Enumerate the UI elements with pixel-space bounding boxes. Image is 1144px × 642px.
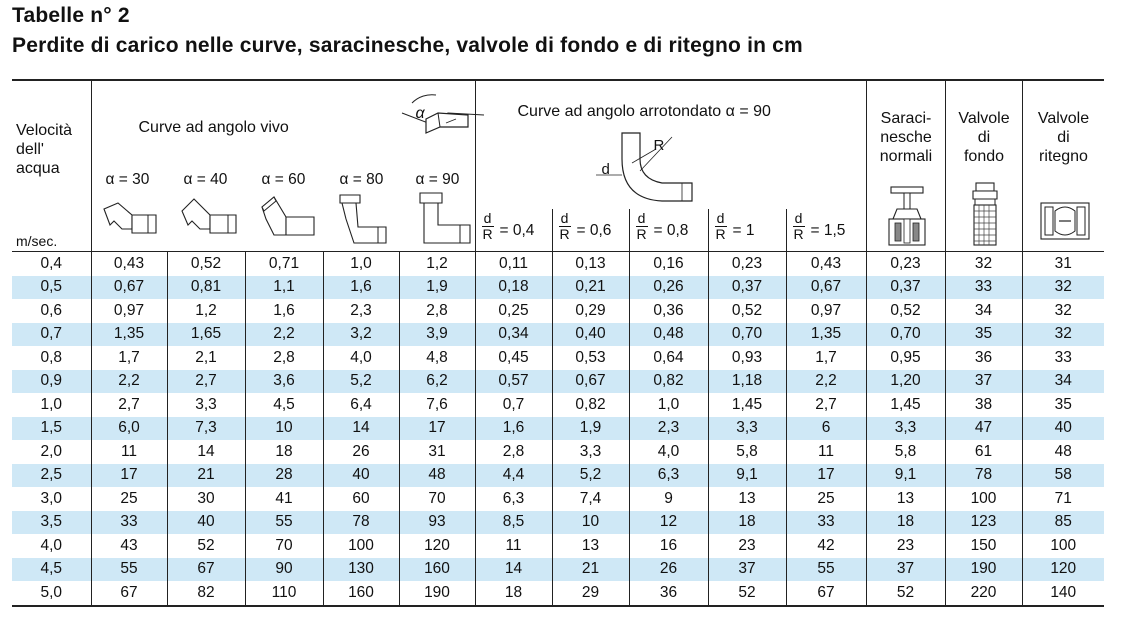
value-cell: 67	[167, 558, 245, 582]
value-cell: 3,3	[708, 417, 786, 441]
value-cell: 0,36	[629, 299, 708, 323]
velocity-cell: 0,9	[12, 370, 91, 394]
value-cell: 85	[1022, 511, 1104, 535]
value-cell: 0,25	[475, 299, 552, 323]
value-cell: 23	[708, 534, 786, 558]
bend-80-icon	[336, 189, 400, 245]
value-cell: 0,67	[786, 276, 866, 300]
check-valve-icon	[1039, 199, 1091, 243]
value-cell: 3,9	[399, 323, 475, 347]
velocity-cell: 5,0	[12, 581, 91, 606]
value-cell: 0,40	[552, 323, 629, 347]
value-cell: 37	[945, 370, 1022, 394]
table-row	[12, 346, 1104, 370]
rounded-curves-header: Curve ad angolo arrotondato α = 90 d R $\frac{d}{R}$ = 0,4 $\frac{d}{R}$ = 0,6 $\frac{d}{R}$ = 0,8 $\frac{d}{R}$ = 1 $\frac{d}{R}$ = 1,5	[475, 80, 866, 252]
velocity-header: Velocità dell' acqua m/sec.	[12, 80, 91, 252]
bend-90-icon	[412, 189, 476, 245]
value-cell: 140	[1022, 581, 1104, 606]
value-cell: 6,2	[399, 370, 475, 394]
value-cell: 0,93	[708, 346, 786, 370]
value-cell: 7,4	[552, 487, 629, 511]
value-cell: 0,7	[475, 393, 552, 417]
value-cell: 4,8	[399, 346, 475, 370]
value-cell: 1,6	[323, 276, 399, 300]
value-cell: 42	[786, 534, 866, 558]
table-row	[12, 393, 1104, 417]
value-cell: 7,3	[167, 417, 245, 441]
table-row	[12, 323, 1104, 347]
value-cell: 21	[552, 558, 629, 582]
velocity-cell: 4,0	[12, 534, 91, 558]
value-cell: 0,48	[629, 323, 708, 347]
value-cell: 1,6	[475, 417, 552, 441]
valvole-ritegno-header: Valvole di ritegno	[1022, 80, 1104, 252]
value-cell: 1,45	[708, 393, 786, 417]
value-cell: 2,8	[245, 346, 323, 370]
table-row	[12, 370, 1104, 394]
value-cell: 26	[323, 440, 399, 464]
value-cell: 3,3	[552, 440, 629, 464]
value-cell: 0,18	[475, 276, 552, 300]
value-cell: 0,43	[786, 252, 866, 276]
table-subtitle: Perdite di carico nelle curve, saracinesche, valvole di fondo e di ritegno in cm	[12, 34, 803, 57]
value-cell: 0,52	[866, 299, 945, 323]
value-cell: 0,37	[708, 276, 786, 300]
value-cell: 2,7	[786, 393, 866, 417]
value-cell: 1,9	[399, 276, 475, 300]
value-cell: 0,53	[552, 346, 629, 370]
value-cell: 11	[786, 440, 866, 464]
value-cell: 13	[708, 487, 786, 511]
value-cell: 33	[945, 276, 1022, 300]
sharp-bend-diagram-icon	[398, 93, 488, 143]
value-cell: 35	[1054, 395, 1072, 413]
value-cell: 190	[945, 558, 1022, 582]
value-cell: 4,4	[475, 464, 552, 488]
value-cell: 60	[323, 487, 399, 511]
value-cell: 0,21	[552, 276, 629, 300]
velocity-cell: 0,8	[12, 346, 91, 370]
value-cell: 1,0	[323, 252, 399, 276]
table-row	[12, 558, 1104, 582]
value-cell: 67	[786, 581, 866, 606]
value-cell: 1,1	[245, 276, 323, 300]
value-cell: 14	[475, 558, 552, 582]
value-cell: 1,2	[167, 299, 245, 323]
value-cell: 67	[91, 581, 167, 606]
value-cell: 5,8	[708, 440, 786, 464]
bend-30-icon	[100, 199, 164, 243]
value-cell: 0,67	[552, 370, 629, 394]
value-cell: 52	[866, 581, 945, 606]
value-cell: 0,52	[167, 252, 245, 276]
value-cell: 190	[399, 581, 475, 606]
velocity-unit: m/sec.	[16, 233, 58, 249]
value-cell: 33	[786, 511, 866, 535]
value-cell: 52	[167, 534, 245, 558]
alpha-label: α	[415, 105, 425, 122]
value-cell: 0,34	[475, 323, 552, 347]
valvole-fondo-header: Valvole di fondo	[945, 80, 1022, 252]
value-cell: 0,82	[552, 393, 629, 417]
value-cell: 13	[552, 534, 629, 558]
value-cell: 31	[399, 440, 475, 464]
value-cell: 1,65	[167, 323, 245, 347]
value-cell: 48	[399, 464, 475, 488]
value-cell: 55	[786, 558, 866, 582]
sharp-curves-label: Curve ad angolo vivo	[138, 119, 289, 136]
table-row	[12, 464, 1104, 488]
value-cell: 5,8	[866, 440, 945, 464]
value-cell: 0,64	[629, 346, 708, 370]
value-cell: 2,7	[167, 370, 245, 394]
value-cell: 150	[945, 534, 1022, 558]
value-cell: 17	[786, 464, 866, 488]
value-cell: 37	[708, 558, 786, 582]
value-cell: 21	[167, 464, 245, 488]
value-cell: 13	[866, 487, 945, 511]
value-cell: 35	[945, 323, 1022, 347]
value-cell: 130	[323, 558, 399, 582]
table-row	[12, 511, 1104, 535]
value-cell: 5,2	[323, 370, 399, 394]
value-cell: 0,11	[475, 252, 552, 276]
value-cell: 48	[1054, 442, 1072, 460]
value-cell: 52	[708, 581, 786, 606]
rounded-curves-label: Curve ad angolo arrotondato α = 90	[517, 103, 771, 120]
value-cell: 4,5	[245, 393, 323, 417]
value-cell: 9,1	[708, 464, 786, 488]
value-cell: 160	[323, 581, 399, 606]
value-cell: 100	[945, 487, 1022, 511]
value-cell: 78	[323, 511, 399, 535]
value-cell: 2,2	[245, 323, 323, 347]
value-cell: 9	[629, 487, 708, 511]
value-cell: 11	[475, 534, 552, 558]
value-cell: 1,6	[245, 299, 323, 323]
value-cell: 0,13	[552, 252, 629, 276]
table-row	[12, 417, 1104, 441]
value-cell: 18	[245, 440, 323, 464]
value-cell: 100	[323, 534, 399, 558]
foot-valve-icon	[969, 181, 1001, 247]
value-cell: 1,35	[786, 323, 866, 347]
value-cell: 1,7	[91, 346, 167, 370]
pressure-loss-table	[12, 79, 1104, 607]
saracinesche-header: Saraci- nesche normali	[866, 80, 945, 252]
value-cell: 58	[1022, 464, 1104, 488]
value-cell: 0,29	[552, 299, 629, 323]
velocity-cell: 4,5	[12, 558, 91, 582]
value-cell: 5,2	[552, 464, 629, 488]
value-cell: 18	[475, 581, 552, 606]
value-cell: 37	[866, 558, 945, 582]
velocity-cell: 1,5	[12, 417, 91, 441]
value-cell: 2,2	[786, 370, 866, 394]
value-cell: 0,70	[708, 323, 786, 347]
value-cell: 123	[945, 511, 1022, 535]
value-cell: 82	[167, 581, 245, 606]
value-cell: 28	[245, 464, 323, 488]
value-cell: 26	[629, 558, 708, 582]
value-cell: 0,97	[786, 299, 866, 323]
sharp-curves-header: Curve ad angolo vivo α α = 30 α = 40 α = 60 α = 80 α = 90	[91, 80, 475, 252]
value-cell: 34	[1022, 370, 1104, 394]
value-cell: 23	[866, 534, 945, 558]
value-cell: 1,7	[786, 346, 866, 370]
value-cell: 11	[91, 440, 167, 464]
value-cell: 55	[91, 558, 167, 582]
value-cell: 0,37	[866, 276, 945, 300]
value-cell: 30	[167, 487, 245, 511]
value-cell: 0,57	[475, 370, 552, 394]
value-cell: 0,43	[91, 252, 167, 276]
value-cell: 6,0	[91, 417, 167, 441]
value-cell: 6,3	[629, 464, 708, 488]
table-row	[12, 440, 1104, 464]
value-cell: 32	[945, 252, 1022, 276]
value-cell: 0,26	[629, 276, 708, 300]
value-cell: 2,3	[629, 417, 708, 441]
value-cell: 10	[552, 511, 629, 535]
value-cell: 93	[399, 511, 475, 535]
value-cell: 71	[1054, 489, 1072, 507]
value-cell: 25	[91, 487, 167, 511]
value-cell: 2,8	[399, 299, 475, 323]
value-cell: 0,23	[866, 252, 945, 276]
value-cell: 0,95	[866, 346, 945, 370]
value-cell: 2,1	[167, 346, 245, 370]
table-row	[12, 276, 1104, 300]
value-cell: 0,70	[866, 323, 945, 347]
velocity-cell: 0,7	[12, 323, 91, 347]
value-cell: 43	[91, 534, 167, 558]
value-cell: 61	[945, 440, 1022, 464]
value-cell: 32	[1054, 301, 1072, 319]
table-row	[12, 299, 1104, 323]
value-cell: 12	[629, 511, 708, 535]
value-cell: 36	[629, 581, 708, 606]
value-cell: 0,45	[475, 346, 552, 370]
value-cell: 33	[91, 511, 167, 535]
value-cell: 55	[245, 511, 323, 535]
value-cell: 110	[245, 581, 323, 606]
value-cell: 78	[945, 464, 1022, 488]
value-cell: 1,0	[629, 393, 708, 417]
value-cell: 17	[91, 464, 167, 488]
gate-valve-icon	[885, 185, 929, 247]
value-cell: 2,3	[323, 299, 399, 323]
value-cell: 0,16	[629, 252, 708, 276]
value-cell: 8,5	[475, 511, 552, 535]
velocity-cell: 3,5	[12, 511, 91, 535]
value-cell: 41	[245, 487, 323, 511]
value-cell: 14	[323, 417, 399, 441]
value-cell: 4,0	[629, 440, 708, 464]
value-cell: 6	[786, 417, 866, 441]
velocity-cell: 0,4	[12, 252, 91, 276]
value-cell: 1,2	[399, 252, 475, 276]
value-cell: 18	[866, 511, 945, 535]
value-cell: 2,8	[475, 440, 552, 464]
value-cell: 70	[399, 487, 475, 511]
value-cell: 2,2	[91, 370, 167, 394]
velocity-cell: 3,0	[12, 487, 91, 511]
value-cell: 40	[167, 511, 245, 535]
value-cell: 160	[399, 558, 475, 582]
value-cell: 3,2	[323, 323, 399, 347]
table-row	[12, 534, 1104, 558]
table-row	[12, 581, 1104, 606]
table-row	[12, 487, 1104, 511]
value-cell: 1,35	[91, 323, 167, 347]
value-cell: 0,97	[91, 299, 167, 323]
velocity-cell: 2,5	[12, 464, 91, 488]
value-cell: 120	[399, 534, 475, 558]
velocity-cell: 2,0	[12, 440, 91, 464]
value-cell: 36	[945, 346, 1022, 370]
value-cell: 29	[552, 581, 629, 606]
value-cell: 6,4	[323, 393, 399, 417]
value-cell: 3,3	[866, 417, 945, 441]
velocity-cell: 0,6	[12, 299, 91, 323]
value-cell: 0,71	[245, 252, 323, 276]
value-cell: 18	[708, 511, 786, 535]
value-cell: 47	[945, 417, 1022, 441]
value-cell: 3,3	[167, 393, 245, 417]
value-cell: 7,6	[399, 393, 475, 417]
value-cell: 70	[245, 534, 323, 558]
value-cell: 32	[1022, 323, 1104, 347]
velocity-cell: 0,5	[12, 276, 91, 300]
value-cell: 34	[945, 299, 1022, 323]
table-title: Tabelle n° 2	[12, 4, 130, 27]
value-cell: 40	[1022, 417, 1104, 441]
value-cell: 3,6	[245, 370, 323, 394]
bend-60-icon	[256, 191, 320, 243]
value-cell: 0,81	[167, 276, 245, 300]
bend-40-icon	[178, 197, 242, 243]
value-cell: 220	[945, 581, 1022, 606]
velocity-cell: 1,0	[12, 393, 91, 417]
value-cell: 0,67	[91, 276, 167, 300]
value-cell: 100	[1050, 536, 1077, 554]
value-cell: 0,82	[629, 370, 708, 394]
value-cell: 2,7	[91, 393, 167, 417]
value-cell: 10	[245, 417, 323, 441]
table-row	[12, 252, 1104, 276]
value-cell: 1,18	[708, 370, 786, 394]
value-cell: 25	[786, 487, 866, 511]
value-cell: 0,23	[708, 252, 786, 276]
value-cell: 31	[1054, 254, 1072, 272]
value-cell: 1,45	[866, 393, 945, 417]
value-cell: 4,0	[323, 346, 399, 370]
value-cell: 1,9	[552, 417, 629, 441]
value-cell: 33	[1054, 348, 1072, 366]
value-cell: 1,20	[866, 370, 945, 394]
value-cell: 90	[245, 558, 323, 582]
value-cell: 9,1	[866, 464, 945, 488]
value-cell: 40	[323, 464, 399, 488]
value-cell: 120	[1022, 558, 1104, 582]
value-cell: 17	[399, 417, 475, 441]
value-cell: 14	[167, 440, 245, 464]
value-cell: 38	[945, 393, 1022, 417]
value-cell: 0,52	[708, 299, 786, 323]
value-cell: 32	[1022, 276, 1104, 300]
value-cell: 6,3	[475, 487, 552, 511]
value-cell: 16	[629, 534, 708, 558]
